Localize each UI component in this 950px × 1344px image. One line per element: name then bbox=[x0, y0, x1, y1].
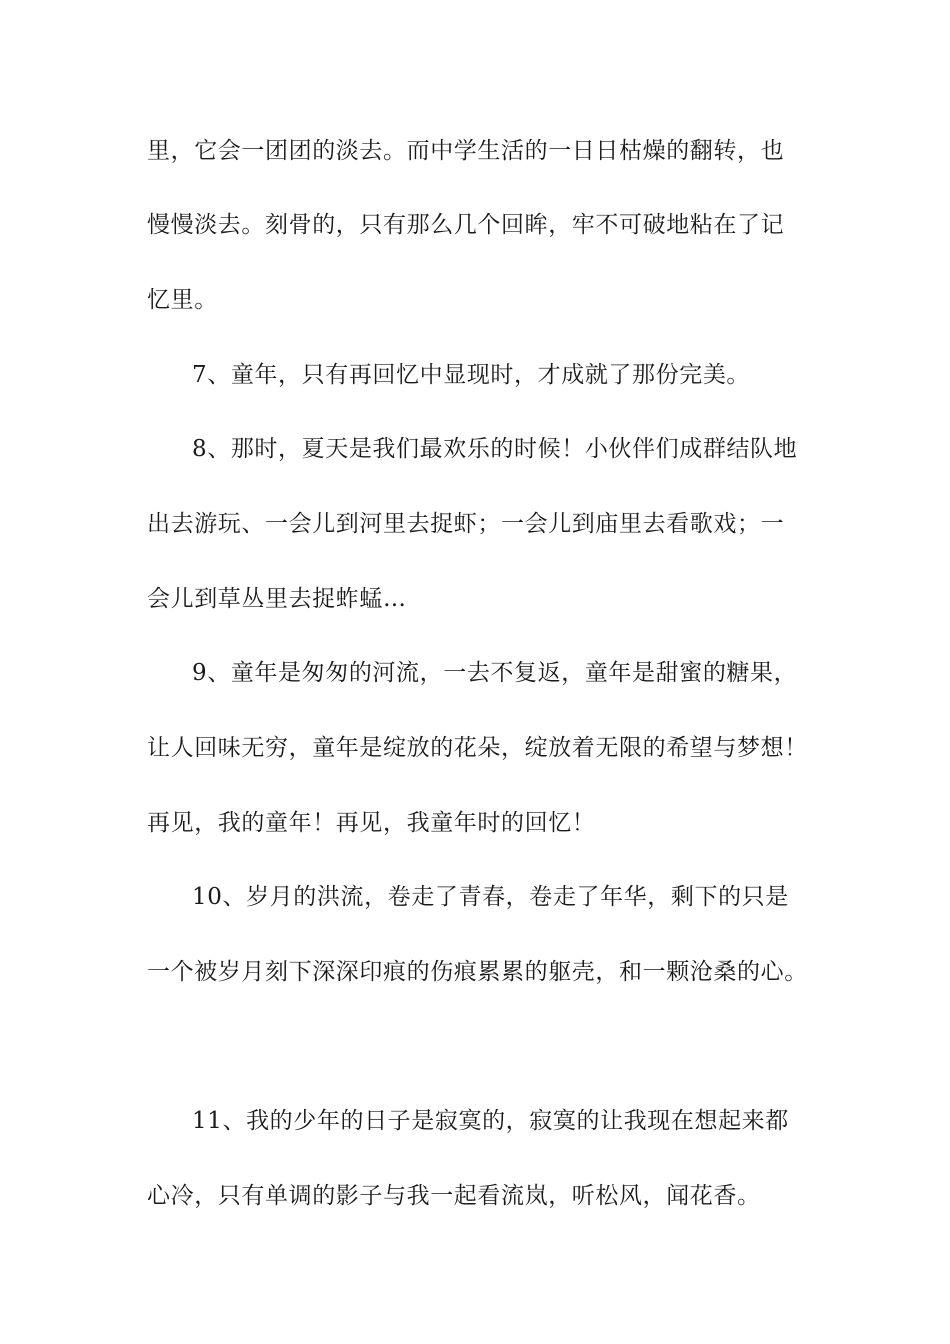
paragraph-8: 8、那时，夏天是我们最欢乐的时候！小伙伴们成群结队地 bbox=[192, 436, 798, 462]
text-line: 心冷，只有单调的影子与我一起看流岚，听松风，闻花香。 bbox=[147, 1183, 761, 1209]
text-line: 会儿到草丛里去捉蚱蜢… bbox=[147, 586, 407, 612]
text-line: 让人回味无穷，童年是绽放的花朵，绽放着无限的希望与梦想！ bbox=[147, 735, 808, 761]
paragraph-7: 7、童年，只有再回忆中显现时，才成就了那份完美。 bbox=[192, 362, 751, 388]
paragraph-9: 9、童年是匆匆的河流，一去不复返，童年是甜蜜的糖果， bbox=[192, 660, 798, 686]
text-line: 再见，我的童年！再见，我童年时的回忆！ bbox=[147, 810, 596, 836]
text-line: 里，它会一团团的淡去。而中学生活的一日日枯燥的翻转，也 bbox=[147, 138, 785, 164]
text-line: 慢慢淡去。刻骨的，只有那么几个回眸，牢不可破地粘在了记 bbox=[147, 212, 785, 238]
paragraph-10: 10、岁月的洪流，卷走了青春，卷走了年华，剩下的只是 bbox=[192, 884, 789, 910]
text-line: 出去游玩、一会儿到河里去捉虾；一会儿到庙里去看歌戏；一 bbox=[147, 511, 785, 537]
paragraph-11: 11、我的少年的日子是寂寞的，寂寞的让我现在想起来都 bbox=[192, 1108, 789, 1134]
text-line: 一个被岁月刻下深深印痕的伤痕累累的躯壳，和一颗沧桑的心。 bbox=[147, 959, 808, 985]
text-line: 忆里。 bbox=[147, 287, 218, 313]
